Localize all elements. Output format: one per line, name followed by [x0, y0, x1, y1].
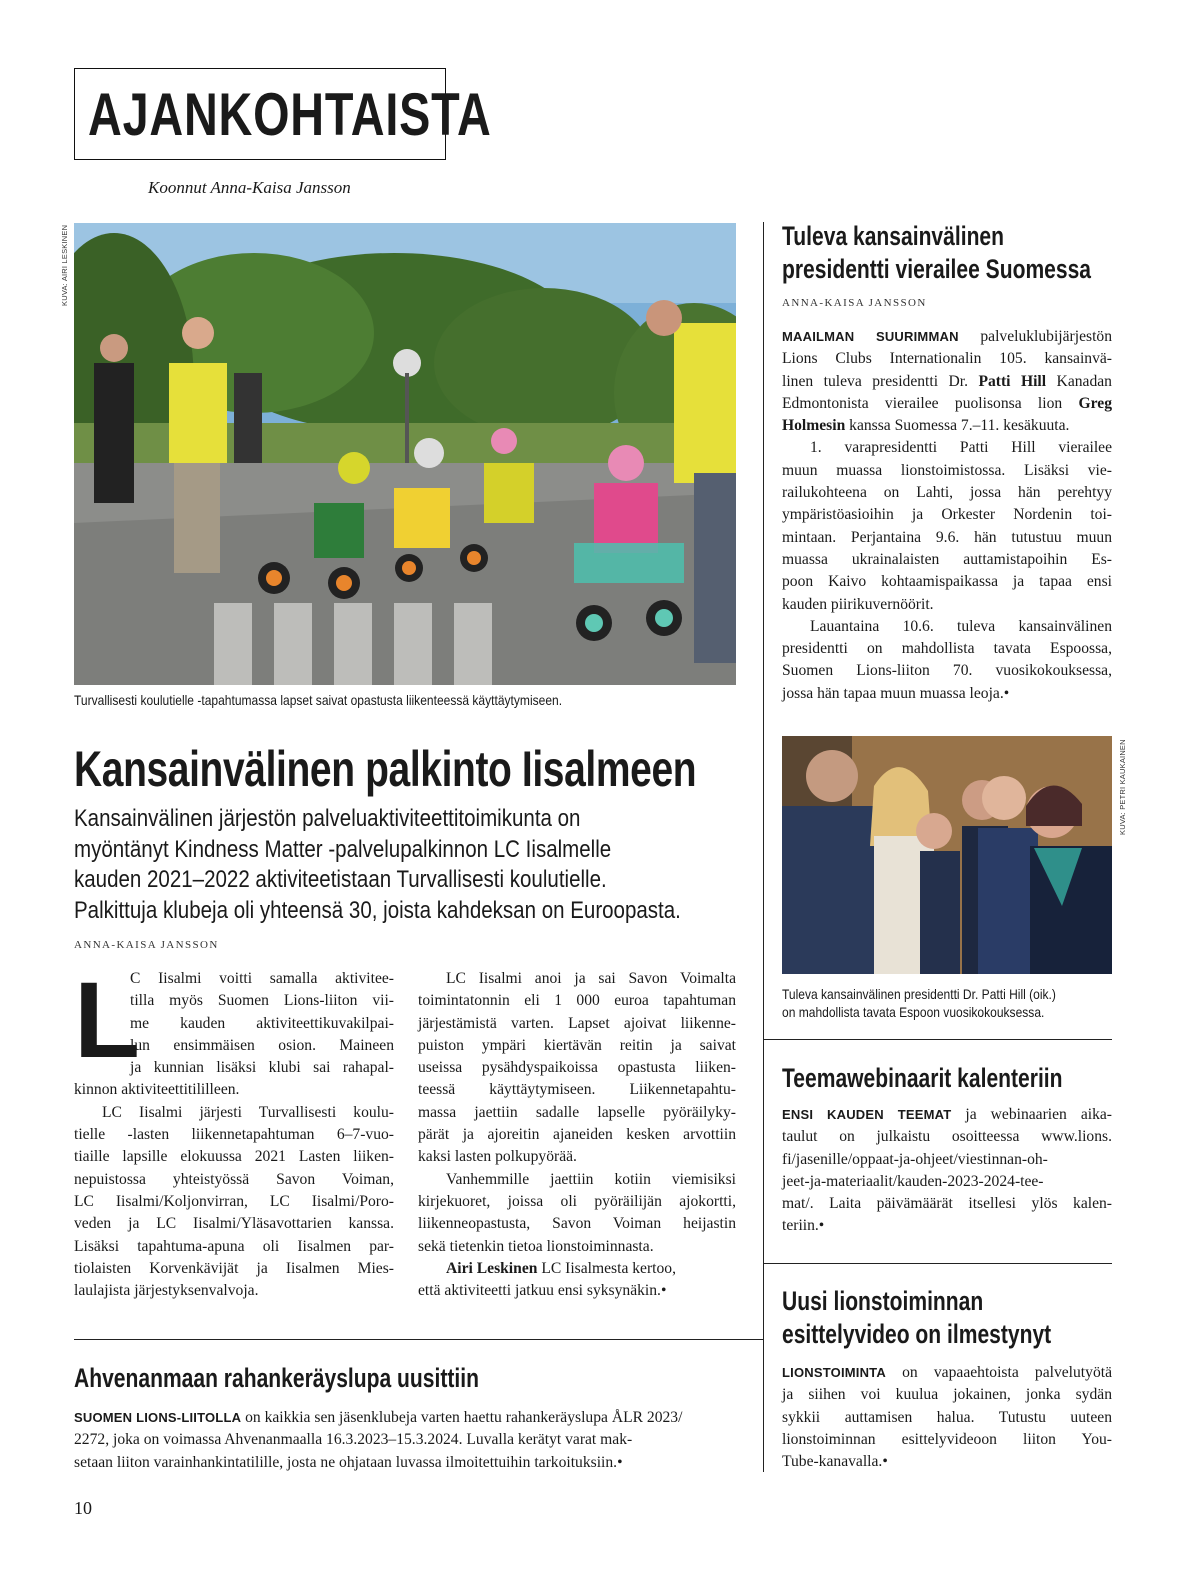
webinar-headline: Teemawebinaarit kalenteriin	[782, 1063, 1063, 1093]
person-name: Greg	[1078, 394, 1112, 412]
body-text: palveluklubijärjestön	[958, 328, 1112, 345]
body-line: tielle -lasten liikennetapahtuman 6–7-vuo-	[74, 1126, 394, 1144]
main-photo-credit: KUVA: AIRI LESKINEN	[60, 224, 69, 306]
body-line: ympäristöasioihin ja Orkester Nordenin toi-	[782, 506, 1112, 524]
body-line: muun muassa lionstoimistossa. Lisäksi vie-	[782, 461, 1112, 479]
body-line: railukohteena on Lahti, jossa hän perehtyy	[782, 484, 1112, 502]
main-author: ANNA-KAISA JANSSON	[74, 939, 219, 951]
body-line: veden ja LC Iisalmi/Yläsavottarien kanssa.	[74, 1215, 394, 1233]
body-line: Lions Clubs Internationalin 105. kansainvä-	[782, 350, 1112, 368]
body-line	[782, 415, 1112, 437]
main-column-2	[418, 968, 736, 1302]
headline-line: esittelyvideo on ilmestynyt	[782, 1319, 1052, 1349]
body-line: teriin.•	[782, 1217, 825, 1235]
body-line	[446, 1258, 736, 1280]
body-line: mat/. Laita päivämäärät itsellesi ylös kalen-	[782, 1195, 1112, 1213]
body-line: sekä tietenkin tietoa lionstoiminnasta.	[418, 1237, 654, 1255]
main-headline: Kansainvälinen palkinto Iisalmeen	[74, 741, 697, 797]
body-line: laulajista järjestyksenvalvoja.	[74, 1282, 259, 1300]
body-line: pärät ja ajoreitin ajaneiden kesken arvottiin	[418, 1126, 736, 1144]
divider	[764, 1263, 1112, 1264]
body-line: me kauden aktiviteettikuvakilpai-	[130, 1014, 394, 1032]
body-line: Suomen Lions-liiton 70. vuosikokouksessa,	[782, 662, 1112, 680]
body-text: ja webinaarien aika-	[951, 1106, 1112, 1123]
body-line	[782, 326, 1112, 348]
body-line: presidentti on mahdollista tavata Espoossa,	[782, 640, 1112, 658]
divider	[764, 1039, 1112, 1040]
body-text: linen tuleva presidentti Dr.	[782, 372, 979, 390]
body-line: kauden piirikuvernöörit.	[782, 595, 934, 613]
body-line: liikenneopastusta, Savon Voiman heijastin	[418, 1215, 736, 1233]
body-line: järjestämistä varten. Lapset ajoivat liikenne-	[418, 1014, 736, 1032]
lead-in: ENSI KAUDEN TEEMAT	[782, 1107, 952, 1122]
headline-line: Tuleva kansainvälinen	[782, 221, 1005, 251]
lead-in: LIONSTOIMINTA	[782, 1365, 886, 1380]
body-line	[782, 371, 1112, 393]
body-line: kinnon aktiviteettitililleen.	[74, 1081, 240, 1099]
president-body	[782, 326, 1112, 705]
body-line: LC Iisalmi/Koljonvirran, LC Iisalmi/Poro-	[74, 1192, 394, 1210]
body-line: kirjekuoret, joissa oli pyöräilijän ajokortti,	[418, 1192, 736, 1210]
body-line: massa jaettiin sadalle lapselle pyöräilyky-	[418, 1103, 736, 1121]
body-line: ja siihen voi kuulua jokainen, jonka sydän	[782, 1386, 1112, 1404]
president-headline	[782, 220, 1091, 286]
body-line: teessä käyttäytymiseen. Liikennetapahtu-	[418, 1081, 736, 1099]
body-line: C Iisalmi voitti samalla aktivitee-	[130, 970, 394, 987]
body-line: Lisäksi tapahtuma-apuna oli Iisalmen par-	[74, 1237, 394, 1255]
body-line: Vanhemmille jaettiin kotiin viemisiksi	[446, 1170, 736, 1188]
body-line	[782, 393, 1112, 415]
body-line: 2272, joka on voimassa Ahvenanmaalla 16.3.2023–15.3.2024. Luvalla kerätyt varat mak-	[74, 1431, 633, 1449]
body-line: fi/jasenille/oppaat-ja-ohjeet/viestinnan-oh-	[782, 1150, 1048, 1168]
lions-members-photo	[782, 736, 1112, 974]
body-line: poon Kaivo kohtaamispaikassa ja tapaa ensi	[782, 573, 1112, 591]
lead-in: MAAILMAN SUURIMMAN	[782, 329, 959, 344]
divider	[74, 1339, 764, 1340]
lead-in: SUOMEN LIONS-LIITOLLA	[74, 1410, 242, 1425]
caption-line: on mahdollista tavata Espoon vuosikokouksessa.	[782, 1004, 1045, 1020]
body-text: on kaikkia sen jäsenklubeja varten haettu rahankeräyslupa ÅLR 2023/	[241, 1409, 683, 1426]
aland-body	[74, 1407, 736, 1474]
body-line	[782, 1362, 1112, 1384]
body-line: muassa ukrainalaisten auttamistapoihin Es-	[782, 550, 1112, 568]
body-line: toimintatonnin eli 1 000 euroa tapahtuman	[418, 992, 736, 1010]
body-line: LC Iisalmi anoi ja sai Savon Voimalta	[446, 970, 736, 987]
person-name: Holmesin	[782, 417, 846, 435]
body-line: puiston ympäri kiertävän reitin ja saivat	[418, 1036, 736, 1054]
body-line: tiaille lapsille elokuussa 2021 Lasten liiken-	[74, 1148, 394, 1166]
body-text: on vapaaehtoista palvelutyötä	[885, 1364, 1112, 1381]
body-line: taulut on julkaistu osoitteessa www.lions.	[782, 1128, 1112, 1146]
lead-line: kauden 2021–2022 aktiviteetistaan Turvallisesti koulutielle.	[74, 866, 607, 893]
body-text: Kanadan	[1046, 372, 1112, 390]
body-line: setaan liiton varainhankintatilille, josta ne ohjataan luvassa ilmoitettuihin tarkoituksiin.•	[74, 1453, 623, 1471]
president-photo-caption	[782, 985, 1056, 1021]
body-line: tilla myös Suomen Lions-liiton vii-	[130, 992, 394, 1010]
body-line	[74, 1407, 736, 1429]
person-name: Patti Hill	[978, 372, 1047, 390]
body-line: kaksi lasten polkupyörää.	[418, 1148, 577, 1166]
section-title: AJANKOHTAISTA	[88, 81, 492, 148]
president-photo	[782, 736, 1112, 974]
body-line: 1. varapresidentti Patti Hill vierailee	[810, 439, 1112, 457]
main-lead	[74, 804, 724, 926]
body-line: mintaan. Perjantaina 9.6. hän tutustuu muun	[782, 528, 1112, 546]
column-divider	[763, 222, 764, 1472]
body-line: että aktiviteetti jatkuu ensi syksynäkin.•	[418, 1282, 667, 1300]
body-line: LC Iisalmi järjesti Turvallisesti koulu-	[102, 1103, 394, 1121]
video-headline	[782, 1285, 1051, 1351]
body-text: LC Iisalmesta kertoo,	[537, 1259, 676, 1277]
video-body	[782, 1362, 1112, 1473]
body-line: sykkii auttamisen halua. Tutustu uuteen	[782, 1408, 1112, 1426]
main-photo-caption: Turvallisesti koulutielle -tapahtumassa lapset saivat opastusta liikenteessä käyttäytymiseen.	[74, 692, 563, 708]
person-name: Airi Leskinen	[446, 1259, 538, 1277]
lead-line: myöntänyt Kindness Matter -palvelupalkinnon LC Iisalmelle	[74, 835, 612, 863]
page-number: 10	[74, 1498, 92, 1518]
drop-cap: L	[74, 959, 140, 1080]
body-line: useissa pysähdyspaikoissa opastusta liiken-	[418, 1059, 736, 1077]
aland-headline: Ahvenanmaan rahankeräyslupa uusittiin	[74, 1363, 479, 1393]
webinar-body	[782, 1104, 1112, 1238]
president-author: ANNA-KAISA JANSSON	[782, 297, 927, 309]
body-line: jeet-ja-materiaalit/kauden-2023-2024-tee-	[782, 1172, 1044, 1190]
compiled-by: Koonnut Anna-Kaisa Jansson	[148, 178, 351, 197]
body-text: Edmontonista vierailee puolisonsa lion	[782, 394, 1079, 412]
main-column-1	[74, 959, 394, 1302]
body-line: lun ensimmäisen osion. Maineen	[130, 1036, 394, 1054]
body-line: lionstoiminnan esittelyvideoon liiton You-	[782, 1430, 1112, 1448]
lead-line: Kansainvälinen järjestön palveluaktiviteettitoimikunta on	[74, 805, 581, 832]
caption-line: Tuleva kansainvälinen presidentti Dr. Patti Hill (oik.)	[782, 986, 1056, 1002]
main-photo	[74, 223, 736, 685]
body-line: tiolaisten Korvenkävijät ja Iisalmen Mies-	[74, 1259, 394, 1277]
body-text: kanssa Suomessa 7.–11. kesäkuuta.	[845, 417, 1070, 435]
body-line: nepuistossa yhteistyössä Savon Voiman,	[74, 1170, 394, 1188]
body-line	[782, 1104, 1112, 1126]
headline-line: presidentti vierailee Suomessa	[782, 254, 1092, 284]
president-photo-credit: KUVA: PETRI KAUKAINEN	[1118, 739, 1127, 835]
body-line: jossa hän tapaa muun muassa leoja.•	[782, 684, 1010, 702]
lead-line: Palkittuja klubeja oli yhteensä 30, joista kahdeksan on Euroopasta.	[74, 896, 681, 924]
kids-pedal-cars-photo	[74, 223, 736, 685]
headline-line: Uusi lionstoiminnan	[782, 1286, 984, 1316]
body-line: Lauantaina 10.6. tuleva kansainvälinen	[810, 617, 1112, 635]
body-line: ja kunnian lisäksi klubi sai rahapal-	[130, 1059, 394, 1077]
body-line: Tube-kanavalla.•	[782, 1453, 888, 1471]
